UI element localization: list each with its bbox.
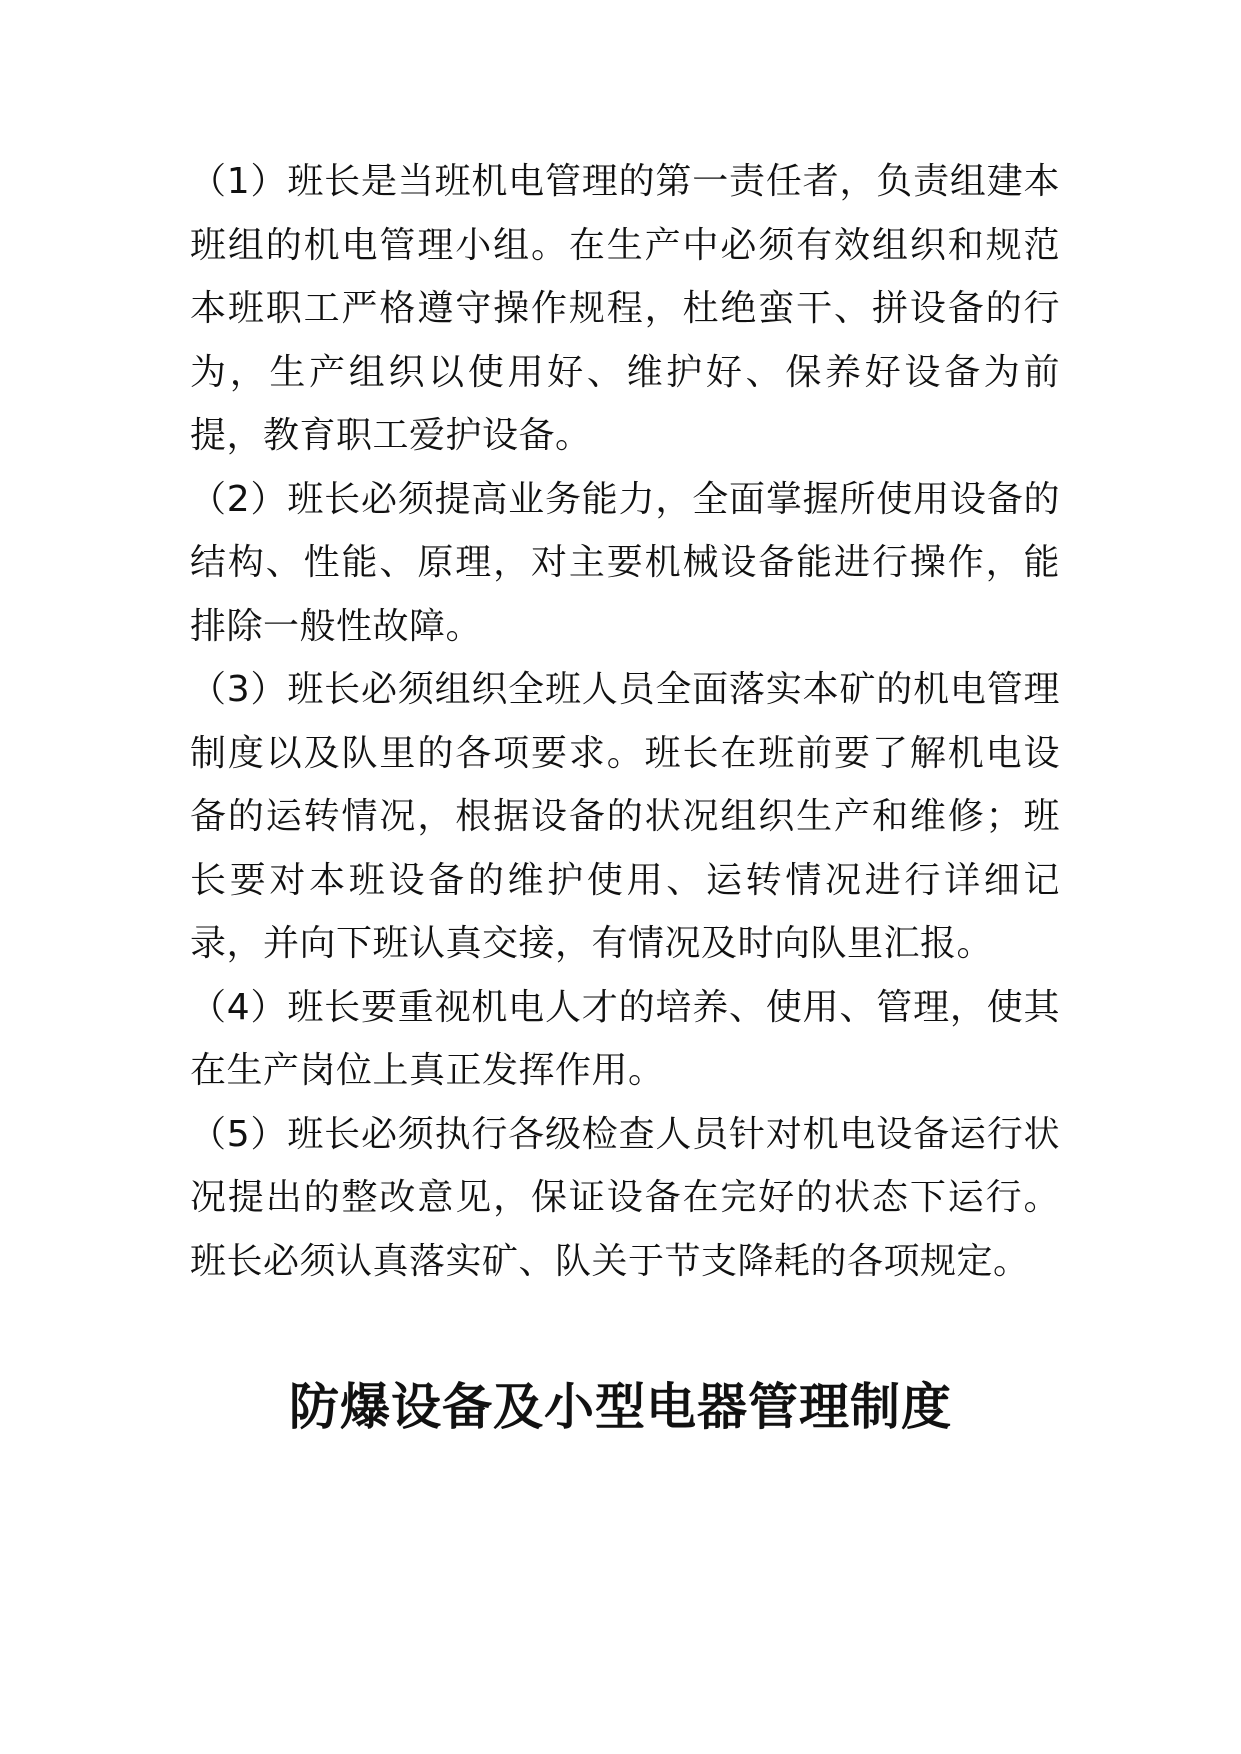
- paragraph-1: （1）班长是当班机电管理的第一责任者，负责组建本班组的机电管理小组。在生产中必须有效组织和规范本班职工严格遵守操作规程，杜绝蛮干、拼设备的行为，生产组织以使用好、维护好、保养好设备为前提，教育职工爱护设备。: [190, 161, 1060, 456]
- paragraph-3: （3）班长必须组织全班人员全面落实本矿的机电管理制度以及队里的各项要求。班长在班前要了解机电设备的运转情况，根据设备的状况组织生产和维修；班长要对本班设备的维护使用、运转情况进行详细记录，并向下班认真交接，有情况及时向队里汇报。: [190, 669, 1060, 964]
- paragraph-5: （5）班长必须执行各级检查人员针对机电设备运行状况提出的整改意见，保证设备在完好的状态下运行。班长必须认真落实矿、队关于节支降耗的各项规定。: [190, 1113, 1060, 1282]
- paragraph-4: （4）班长要重视机电人才的培养、使用、管理，使其在生产岗位上真正发挥作用。: [190, 986, 1060, 1091]
- paragraph-2: （2）班长必须提高业务能力，全面掌握所使用设备的结构、性能、原理，对主要机械设备能进行操作，能排除一般性故障。: [190, 478, 1060, 647]
- section-title: 防爆设备及小型电器管理制度: [289, 1377, 952, 1436]
- document-body: [190, 150, 1060, 1293]
